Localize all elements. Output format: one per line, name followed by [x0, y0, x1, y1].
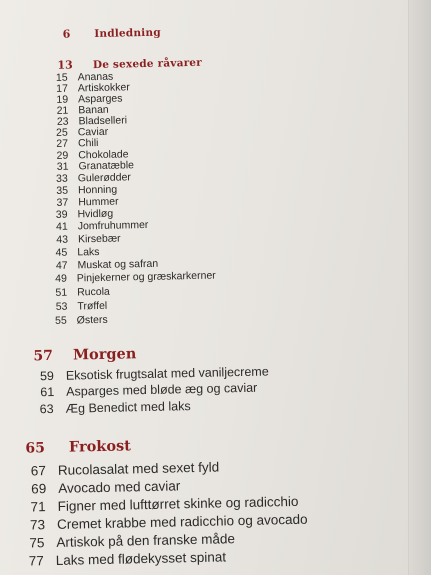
- section-page-number: 65: [25, 440, 46, 457]
- entry-title: Hummer: [78, 195, 119, 209]
- entry-page-number: 23: [56, 115, 69, 128]
- entry-page-number: 75: [29, 535, 45, 551]
- entry-page-number: 47: [55, 259, 68, 272]
- entry-page-number: 41: [55, 220, 68, 233]
- entry-page-number: 67: [30, 463, 47, 479]
- entry-page-number: 19: [56, 93, 69, 106]
- toc-section-indledning: [62, 21, 160, 42]
- entry-page-number: 35: [56, 184, 69, 197]
- entry-title: Asparges: [77, 92, 123, 106]
- entry-title: Ananas: [77, 70, 114, 84]
- entry-title: Muskat og safran: [77, 257, 159, 272]
- entry-title: Asparges med bløde æg og caviar: [66, 380, 258, 399]
- toc-section-morgen: [33, 343, 136, 364]
- entry-title: Avocado med caviar: [58, 478, 181, 496]
- entry-title: Trøffel: [77, 299, 108, 313]
- entry-page-number: 49: [55, 272, 67, 285]
- section-page-number: 13: [57, 58, 73, 72]
- entry-page-number: 37: [56, 196, 69, 209]
- entry-title: Rucola: [77, 285, 110, 299]
- entry-page-number: 45: [55, 246, 68, 259]
- entry-page-number: 25: [55, 126, 68, 139]
- entry-page-number: 71: [30, 499, 46, 515]
- entry-page-number: 43: [56, 233, 69, 246]
- toc-entry: [45, 310, 108, 329]
- entry-title: Banan: [78, 103, 109, 117]
- entry-page-number: 63: [39, 401, 54, 417]
- toc-entry: [27, 397, 190, 418]
- entry-page-number: 59: [39, 368, 55, 384]
- section-title: De sexede råvarer: [92, 56, 203, 72]
- toc-section-frokost: [25, 435, 131, 456]
- entry-title: Laks med flødekysset spinat: [55, 549, 227, 568]
- entry-title: Gulerødder: [77, 171, 131, 185]
- entry-page-number: 29: [56, 149, 69, 162]
- entry-page-number: 73: [29, 517, 46, 533]
- entry-page-number: 27: [56, 137, 69, 150]
- entry-title: Chokolade: [78, 148, 129, 162]
- entry-page-number: 17: [56, 82, 68, 95]
- entry-title: Rucolasalat med sexet fyld: [57, 459, 220, 478]
- entry-title: Caviar: [77, 125, 109, 139]
- entry-page-number: 21: [56, 104, 69, 117]
- entry-title: Figner med lufttørret skinke og radicchio: [57, 493, 299, 514]
- section-title: Frokost: [68, 437, 132, 456]
- entry-title: Artiskokker: [77, 81, 130, 95]
- entry-title: Æg Benedict med laks: [65, 399, 191, 416]
- entry-page-number: 33: [55, 172, 68, 185]
- entry-title: Cremet krabbe med radicchio og avocado: [56, 511, 308, 532]
- entry-title: Laks: [77, 245, 100, 259]
- entry-page-number: 61: [40, 384, 55, 400]
- section-page-number: 57: [33, 347, 54, 365]
- entry-title: Pinjekerner og græskarkerner: [76, 269, 216, 285]
- entry-title: Honning: [77, 183, 118, 197]
- entry-title: Artiskok på den franske måde: [56, 531, 236, 550]
- entry-page-number: 77: [28, 553, 44, 569]
- entry-page-number: 69: [31, 481, 47, 497]
- entry-title: Chili: [77, 136, 99, 150]
- entry-page-number: 39: [55, 208, 68, 221]
- toc-entry: [18, 459, 220, 481]
- toc-entry: [16, 548, 227, 570]
- entry-title: Østers: [76, 313, 108, 327]
- entry-page-number: 15: [55, 71, 68, 84]
- section-page-number: 6: [62, 27, 71, 41]
- entry-title: Jomfruhummer: [77, 218, 149, 233]
- entry-page-number: 53: [55, 300, 68, 313]
- entry-title: Hvidløg: [77, 207, 114, 221]
- entry-page-number: 51: [55, 286, 68, 299]
- entry-page-number: 31: [56, 160, 69, 173]
- section-title: Morgen: [72, 345, 137, 364]
- entry-title: Bladselleri: [78, 114, 128, 128]
- section-title: Indledning: [94, 26, 161, 41]
- entry-title: Kirsebær: [77, 232, 121, 246]
- entry-page-number: 55: [54, 314, 67, 327]
- entry-title: Granatæble: [78, 159, 135, 173]
- entry-title: Eksotisk frugtsalat med vaniljecreme: [65, 364, 269, 383]
